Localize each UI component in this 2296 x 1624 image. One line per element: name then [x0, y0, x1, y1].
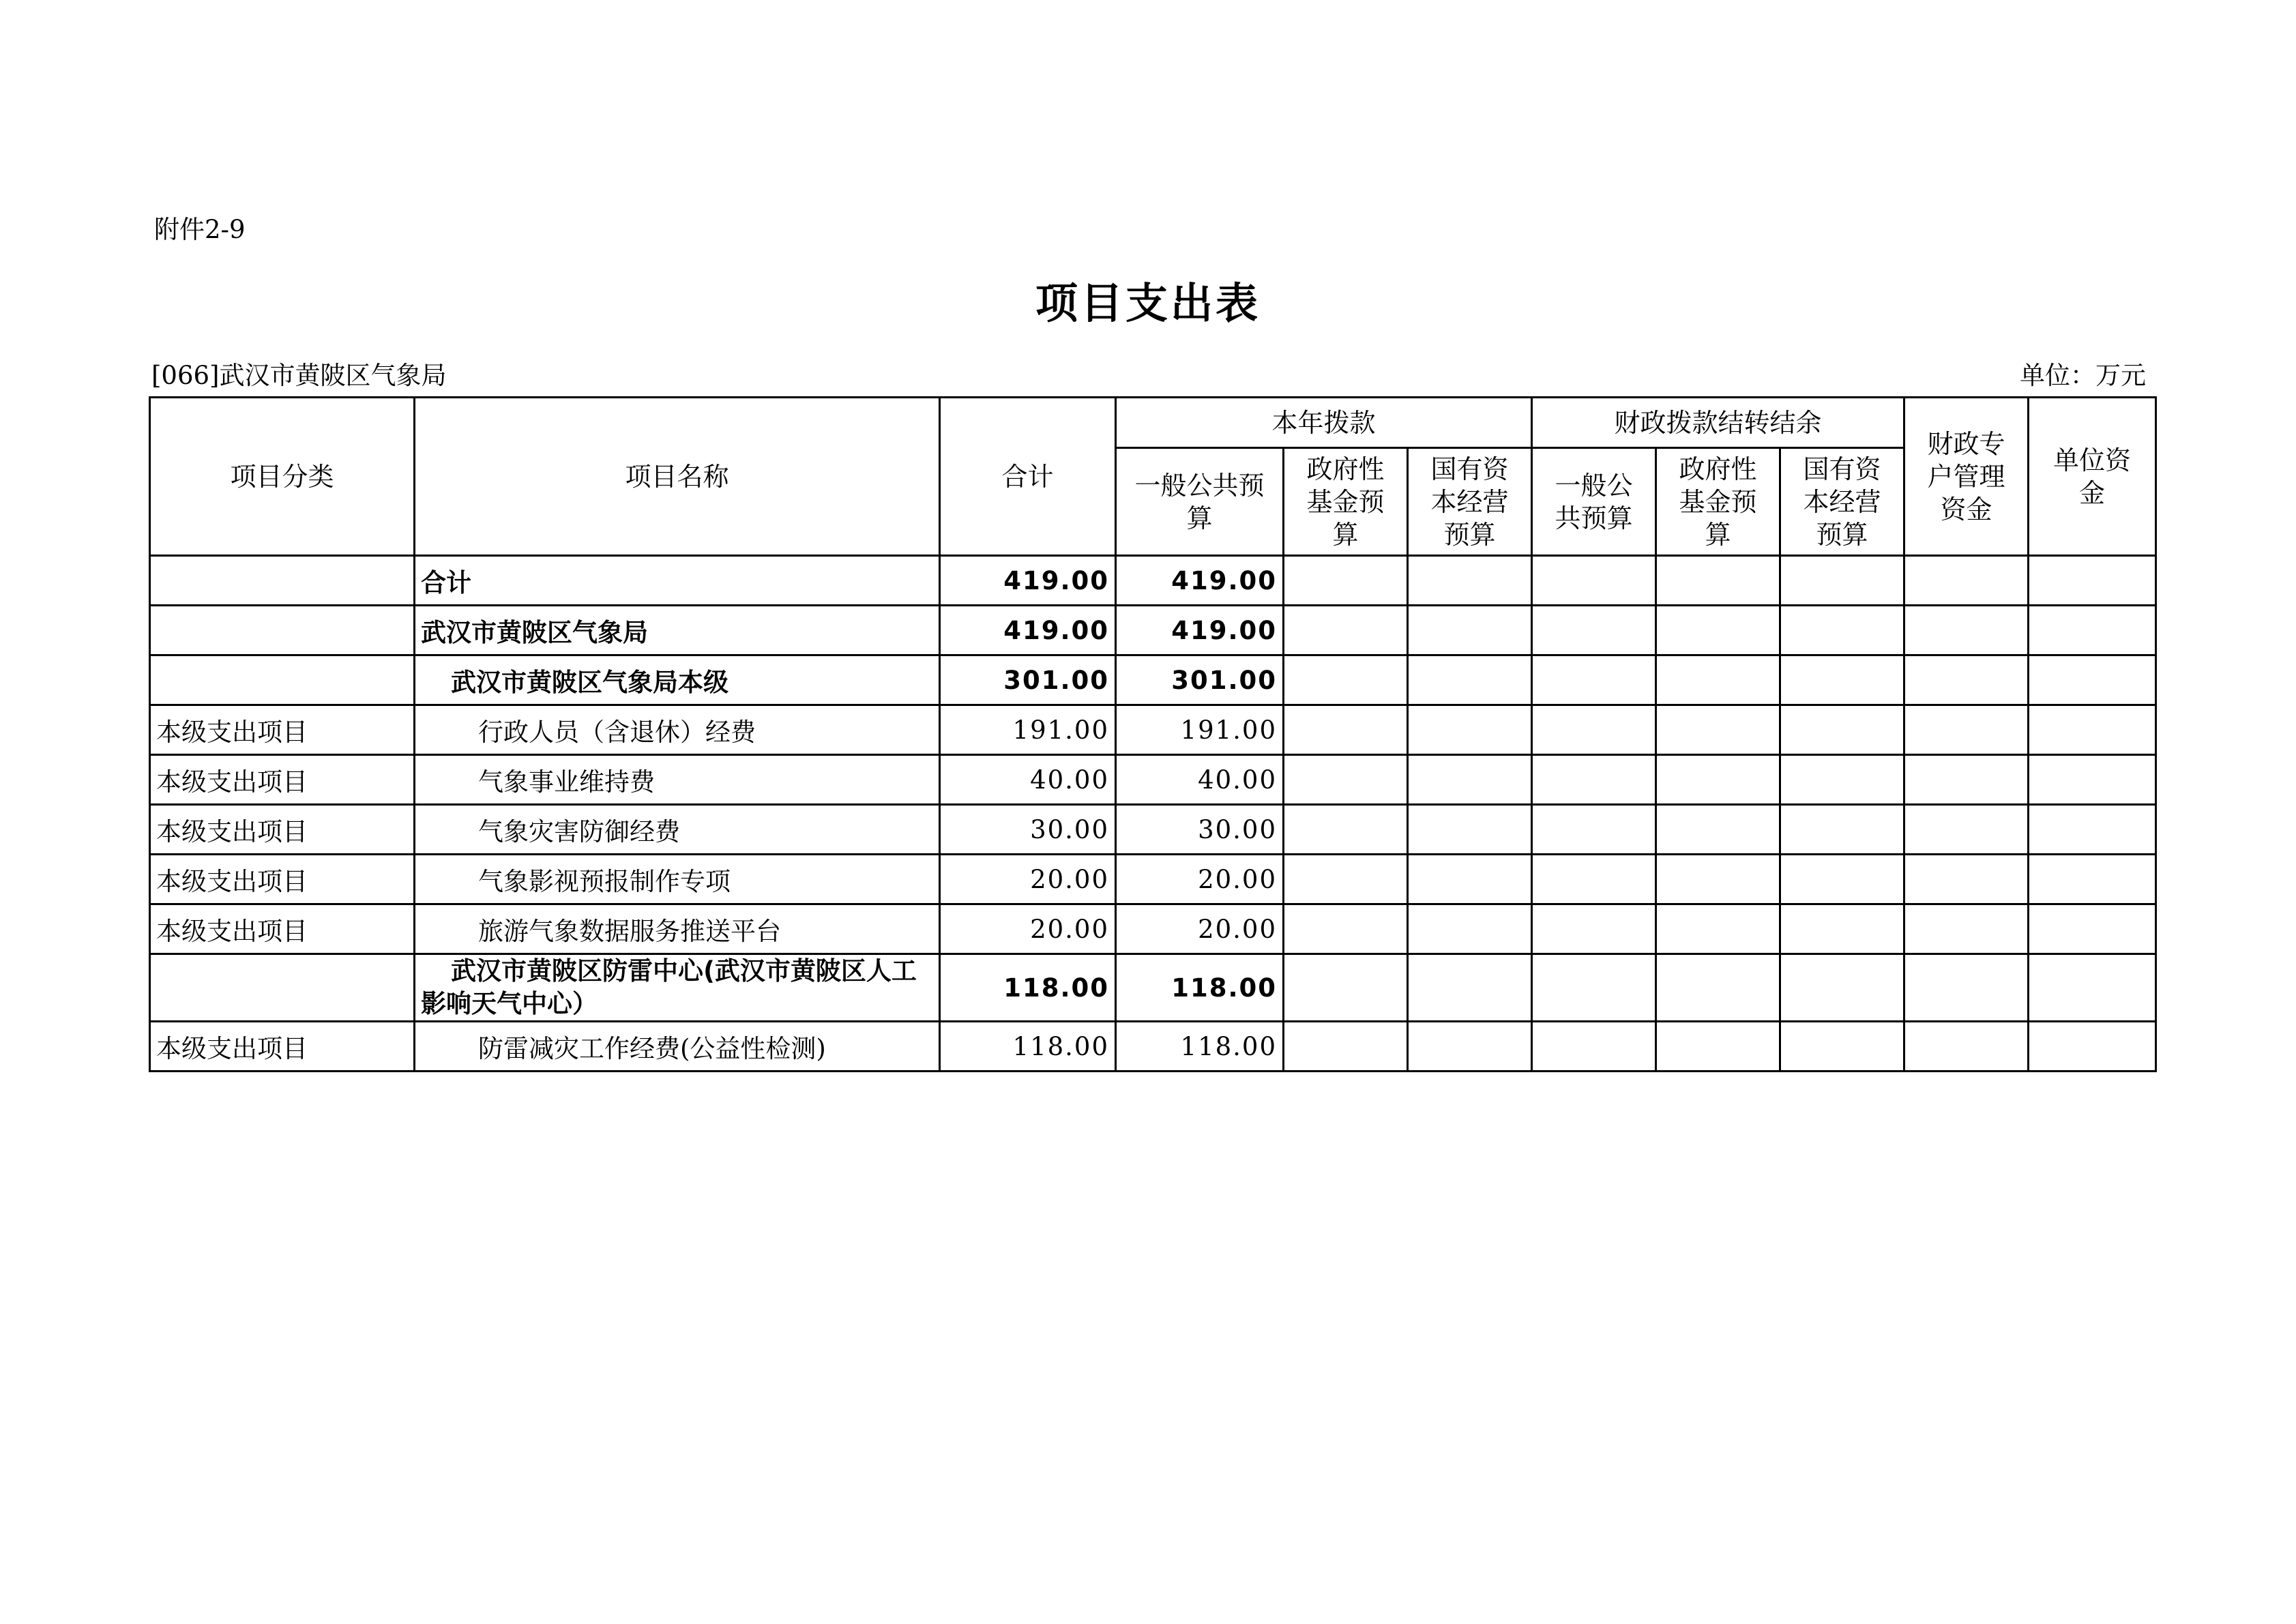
row-name: 合计 [415, 556, 940, 606]
col-header-total: 合计 [940, 398, 1116, 556]
row-name: 气象影视预报制作专项 [415, 855, 940, 904]
table-row [150, 755, 2156, 805]
row-name: 气象事业维持费 [415, 755, 940, 805]
row-total: 118.00 [940, 1022, 1116, 1072]
table-row [150, 1022, 2156, 1072]
row-category [150, 556, 415, 606]
group-header-current-year: 本年拨款 [1116, 398, 1532, 448]
row-name: 武汉市黄陂区防雷中心(武汉市黄陂区人工影响天气中心） [415, 954, 940, 1022]
row-general-budget: 419.00 [1116, 556, 1284, 606]
row-general-budget: 419.00 [1116, 606, 1284, 655]
row-total: 301.00 [940, 655, 1116, 705]
row-total: 20.00 [940, 904, 1116, 954]
table-row [150, 904, 2156, 954]
row-total: 30.00 [940, 805, 1116, 855]
row-general-budget: 40.00 [1116, 755, 1284, 805]
row-category: 本级支出项目 [150, 1022, 415, 1072]
col-header-unit-funds: 单位资金 [2029, 398, 2156, 556]
row-category: 本级支出项目 [150, 904, 415, 954]
group-header-carryover: 财政拨款结转结余 [1532, 398, 1904, 448]
row-category [150, 655, 415, 705]
organization-label: [066]武汉市黄陂区气象局 [151, 361, 447, 390]
row-category [150, 954, 415, 1022]
table-row-department [150, 606, 2156, 655]
expenditure-table [149, 396, 2157, 1072]
row-general-budget: 118.00 [1116, 1022, 1284, 1072]
page-title: 项目支出表 [1035, 278, 1261, 328]
row-category: 本级支出项目 [150, 705, 415, 755]
col-header-state-capital: 国有资本经营预算 [1408, 448, 1532, 556]
row-category: 本级支出项目 [150, 855, 415, 904]
row-general-budget: 20.00 [1116, 904, 1284, 954]
col-header-special-account: 财政专户管理资金 [1904, 398, 2029, 556]
table-row [150, 805, 2156, 855]
col-header-carryover-state-capital: 国有资本经营预算 [1780, 448, 1904, 556]
col-header-carryover-gov-fund: 政府性基金预算 [1656, 448, 1780, 556]
col-header-name: 项目名称 [415, 398, 940, 556]
row-total: 191.00 [940, 705, 1116, 755]
row-general-budget: 30.00 [1116, 805, 1284, 855]
row-total: 20.00 [940, 855, 1116, 904]
row-name: 武汉市黄陂区气象局 [415, 606, 940, 655]
row-general-budget: 301.00 [1116, 655, 1284, 705]
row-name: 气象灾害防御经费 [415, 805, 940, 855]
col-header-gov-fund: 政府性基金预算 [1284, 448, 1408, 556]
row-total: 419.00 [940, 606, 1116, 655]
table-row [150, 855, 2156, 904]
row-total: 40.00 [940, 755, 1116, 805]
row-name: 旅游气象数据服务推送平台 [415, 904, 940, 954]
row-general-budget: 191.00 [1116, 705, 1284, 755]
row-general-budget: 118.00 [1116, 954, 1284, 1022]
col-header-category: 项目分类 [150, 398, 415, 556]
col-header-general-budget: 一般公共预算 [1116, 448, 1284, 556]
row-category: 本级支出项目 [150, 805, 415, 855]
row-name: 武汉市黄陂区气象局本级 [415, 655, 940, 705]
row-name: 防雷减灾工作经费(公益性检测) [415, 1022, 940, 1072]
attachment-label: 附件2-9 [154, 215, 246, 244]
table-row [150, 705, 2156, 755]
col-header-carryover-general-budget: 一般公共预算 [1532, 448, 1656, 556]
unit-label: 单位：万元 [2020, 361, 2146, 390]
row-total: 118.00 [940, 954, 1116, 1022]
row-category: 本级支出项目 [150, 755, 415, 805]
row-category [150, 606, 415, 655]
row-total: 419.00 [940, 556, 1116, 606]
table-row-total [150, 556, 2156, 606]
row-general-budget: 20.00 [1116, 855, 1284, 904]
table-row-unit [150, 954, 2156, 1022]
row-name: 行政人员（含退休）经费 [415, 705, 940, 755]
table-row-unit [150, 655, 2156, 705]
